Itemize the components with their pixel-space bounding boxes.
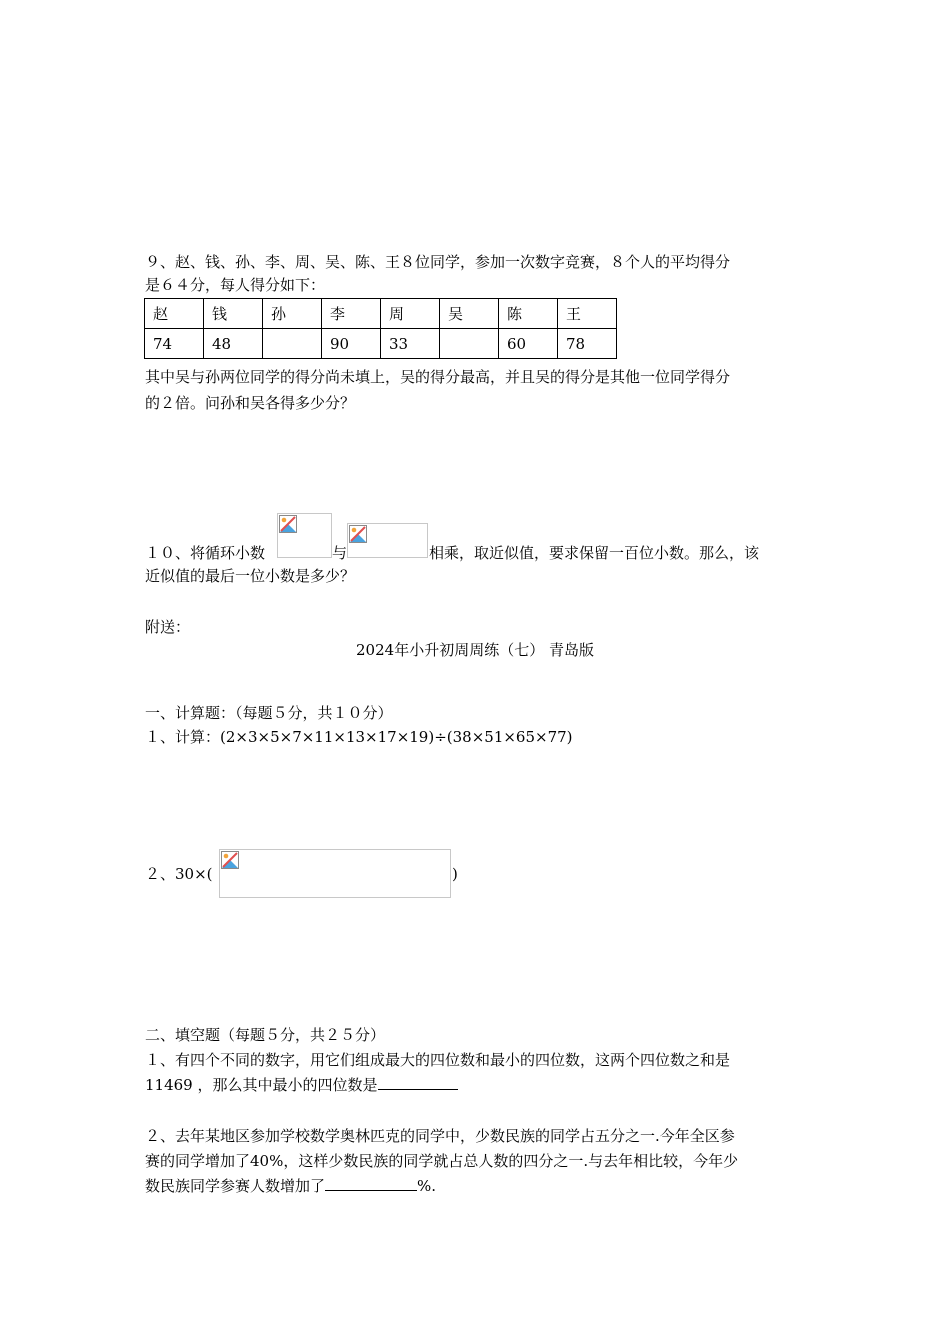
table-cell: 33 [381, 329, 440, 359]
section-2-q2-end: %. [417, 1177, 437, 1195]
q10-suffix: 相乘，取近似值，要求保留一百位小数。那么，该 [429, 544, 760, 562]
table-row [145, 299, 617, 329]
section-1-heading: 一、计算题：（每题５分，共１０分） [145, 704, 393, 722]
table-cell: 周 [381, 299, 440, 329]
table-cell: 90 [322, 329, 381, 359]
score-table [144, 298, 617, 359]
table-cell: 48 [204, 329, 263, 359]
q9-line-4: 的２倍。问孙和吴各得多少分？ [145, 394, 356, 412]
section-2-q1-line-1: １、有四个不同的数字，用它们组成最大的四位数和最小的四位数，这两个四位数之和是 [145, 1051, 731, 1069]
section-2-q2-line-3 [145, 1176, 436, 1196]
table-row [145, 329, 617, 359]
section-2-q2-line-1: ２、去年某地区参加学校数学奥林匹克的同学中，少数民族的同学占五分之一.今年全区参 [145, 1127, 735, 1145]
table-cell: 赵 [145, 299, 204, 329]
section-2-q1-text: 11469 ，那么其中最小的四位数是 [145, 1076, 378, 1094]
repeating-decimal-image-1 [277, 513, 332, 558]
section-1-q2-suffix: ) [452, 865, 458, 883]
doc-title: 2024年小升初周周练（七） 青岛版 [356, 641, 594, 659]
section-2-heading: 二、填空题（每题５分，共２５分） [145, 1026, 386, 1044]
q10-line-2: 近似值的最后一位小数是多少？ [145, 567, 356, 585]
section-2-q1-line-2 [145, 1075, 458, 1095]
broken-image-icon [221, 851, 239, 869]
table-cell: 孙 [263, 299, 322, 329]
q10-mid: 与 [332, 544, 348, 562]
appendix-label: 附送： [145, 618, 191, 636]
table-cell [440, 329, 499, 359]
repeating-decimal-image-2 [347, 523, 428, 558]
section-1-q2-prefix: ２、30×( [145, 865, 213, 883]
q9-line-3: 其中吴与孙两位同学的得分尚未填上，吴的得分最高，并且吴的得分是其他一位同学得分 [145, 368, 731, 386]
table-cell: 钱 [204, 299, 263, 329]
section-1-q1: １、计算：(2×3×5×7×11×13×17×19)÷(38×51×65×77) [145, 728, 573, 746]
answer-blank[interactable] [325, 1176, 417, 1191]
table-cell: 60 [499, 329, 558, 359]
table-cell: 王 [558, 299, 617, 329]
section-2-q2-text: 数民族同学参赛人数增加了 [145, 1177, 326, 1195]
expression-image [219, 849, 451, 898]
q9-line-1: ９、赵、钱、孙、李、周、吴、陈、王８位同学，参加一次数字竞赛，８个人的平均得分 [145, 253, 731, 271]
table-cell: 李 [322, 299, 381, 329]
table-cell: 陈 [499, 299, 558, 329]
q10-prefix: １０、将循环小数 [145, 544, 266, 562]
broken-image-icon [349, 525, 367, 543]
answer-blank[interactable] [378, 1075, 458, 1090]
table-cell: 吴 [440, 299, 499, 329]
table-cell [263, 329, 322, 359]
section-2-q2-line-2: 赛的同学增加了40%，这样少数民族的同学就占总人数的四分之一.与去年相比较，今年少 [145, 1152, 739, 1170]
broken-image-icon [279, 515, 297, 533]
table-cell: 78 [558, 329, 617, 359]
table-cell: 74 [145, 329, 204, 359]
q9-line-2: 是６４分，每人得分如下： [145, 276, 326, 294]
